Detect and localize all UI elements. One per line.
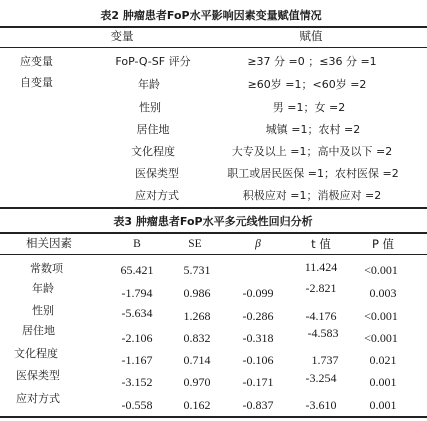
- table2-header-rule: [0, 47, 427, 48]
- table3-caption: 表3 肿瘤患者FoP水平多元线性回归分析: [113, 215, 313, 228]
- table3-b: 65.421: [120, 263, 154, 277]
- table3-t: -3.254: [305, 371, 337, 385]
- table3-p: 0.021: [369, 353, 397, 367]
- table2-bottom-rule: [0, 207, 427, 209]
- table3-header-beta: β: [255, 238, 261, 250]
- table2-variable-name: 居住地: [136, 123, 170, 136]
- table3-bottom-rule: [0, 416, 427, 418]
- table3-factor: 医保类型: [16, 369, 60, 382]
- table3-beta: -0.171: [242, 375, 274, 389]
- table3-p: <0.001: [364, 263, 398, 277]
- table3-beta: -0.106: [242, 353, 274, 367]
- table3-se: 0.714: [183, 353, 211, 367]
- table3-b: -0.558: [121, 398, 153, 412]
- table3-header-b: B: [133, 238, 141, 250]
- table3-se: 0.162: [183, 398, 211, 412]
- table3-p: 0.001: [369, 398, 397, 412]
- table3-t: -4.583: [307, 326, 339, 340]
- table2-value: 大专及以上 =1；高中及以下 =2: [231, 145, 393, 158]
- table3-b: -2.106: [121, 331, 153, 345]
- table3-beta: -0.318: [242, 331, 274, 345]
- table2-top-rule: [0, 26, 427, 28]
- table3-se: 5.731: [183, 263, 211, 277]
- table3-se: 0.832: [183, 331, 211, 345]
- table3-t: -3.610: [305, 398, 337, 412]
- table2-variable-name: 应对方式: [135, 189, 179, 202]
- table3-beta: -0.099: [242, 286, 274, 300]
- table3-header-t: t 值: [311, 237, 331, 251]
- table2-variable-name: 文化程度: [131, 145, 175, 158]
- table2-value: ≥60岁 =1；<60岁 =2: [247, 78, 367, 91]
- table3-header-factor: 相关因素: [26, 236, 72, 250]
- table3-t: 1.737: [311, 353, 339, 367]
- table3-t: -2.821: [305, 281, 337, 295]
- table3-b: -1.794: [121, 286, 153, 300]
- table3-beta: -0.286: [242, 309, 274, 323]
- table2-variable-name: FoP-Q-SF 评分: [115, 55, 191, 68]
- table3-p: <0.001: [364, 309, 398, 323]
- table3-p: 0.001: [369, 375, 397, 389]
- table3-b: -1.167: [121, 353, 153, 367]
- table3-header-rule: [0, 254, 427, 255]
- table3-t: -4.176: [305, 309, 337, 323]
- table2-value: 城镇 =1；农村 =2: [265, 123, 361, 136]
- table3-factor: 居住地: [22, 324, 55, 337]
- table3-p: <0.001: [364, 331, 398, 345]
- table3-se: 0.970: [183, 375, 211, 389]
- table3-se: 1.268: [183, 309, 211, 323]
- table2-variable-name: 年龄: [138, 78, 160, 91]
- table3-factor: 年龄: [32, 282, 54, 295]
- table3-p: 0.003: [369, 286, 397, 300]
- table3-factor: 应对方式: [16, 392, 60, 405]
- table2-variable-name: 医保类型: [135, 167, 179, 180]
- table3-beta: -0.837: [242, 398, 274, 412]
- table2-group-label: 自变量: [20, 76, 53, 89]
- table2-header-value: 赋值: [299, 29, 323, 43]
- table3-top-rule: [0, 232, 427, 234]
- table2-variable-name: 性别: [139, 101, 161, 114]
- table3-factor: 文化程度: [14, 347, 58, 360]
- table3-factor: 常数项: [30, 262, 63, 275]
- table2-value: 积极应对 =1；消极应对 =2: [242, 189, 382, 202]
- table3-header-p: P 值: [371, 237, 395, 251]
- table3-b: -3.152: [121, 375, 153, 389]
- table3-se: 0.986: [183, 286, 211, 300]
- table3-b: -5.634: [121, 306, 153, 320]
- table2-value: 男 =1；女 =2: [272, 101, 346, 114]
- table2-value: 职工或居民医保 =1；农村医保 =2: [227, 167, 399, 180]
- table3-factor: 性别: [32, 304, 54, 317]
- table2-header-variable: 变量: [110, 29, 134, 43]
- table3-header-se: SE: [188, 238, 202, 250]
- table2-value: ≥37 分 =0 ；≤36 分 =1: [247, 55, 377, 68]
- table3-t: 11.424: [304, 260, 338, 274]
- table2-caption: 表2 肿瘤患者FoP水平影响因素变量赋值情况: [100, 9, 322, 22]
- table2-group-label: 应变量: [20, 55, 53, 68]
